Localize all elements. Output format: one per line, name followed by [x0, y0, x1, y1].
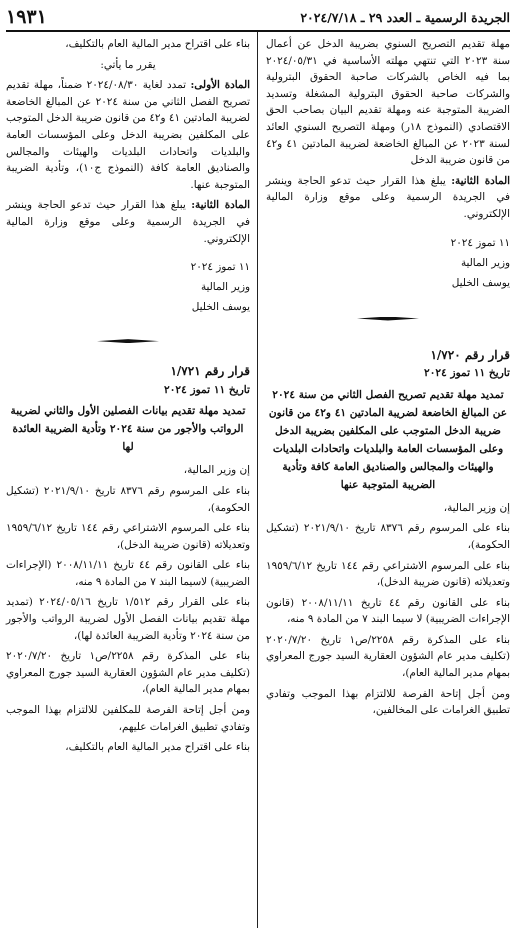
article-one-text: تمدد لغاية ٢٠٢٤/٠٨/٣٠ ضمناً، مهلة تقديم تصريح الفصل الثاني من سنة ٢٠٢٤ عن المبالغ الخاضعة لضريبة المادتين ٤١ و٤٢ من قانون ضريبة الدخل المتوجب على المكلفين بضريبة الدخل وعلى المؤسسات العامة والبلديات واتحادات البلديات والهيئات والمجالس والصناديق العامة كافة (النموذج ج١٠)، وتأدية الضريبة المتوجبة عنها.	[6, 79, 251, 191]
preamble-clause: بناء على المرسوم الاشتراعي رقم ١٤٤ تاريخ ١٩٥٩/٦/١٢ وتعديلاته (قانون ضريبة الدخل)،	[266, 559, 511, 589]
column-divider	[257, 32, 258, 928]
preamble-clause: ومن أجل إتاحة الفرصة للمكلفين للالتزام بهذا الموجب وتفادي تطبيق الغرامات عليهم،	[6, 704, 250, 733]
preamble-clause: بناء على المرسوم الاشتراعي رقم ١٤٤ تاريخ ١٩٥٩/٦/١٢ وتعديلاته (قانون ضريبة الدخل)،	[6, 522, 251, 551]
preamble-clause: بناء على المرسوم رقم ٨٣٧٦ تاريخ ٢٠٢١/٩/١٠ (تشكيل الحكومة)،	[266, 522, 511, 551]
preamble-minister: إن وزير المالية،	[443, 501, 510, 514]
signature-date: ١١ تموز ٢٠٢٤	[190, 261, 250, 274]
preamble-clause: بناء على القانون رقم ٤٤ تاريخ ٢٠٠٨/١١/١١ (الإجراءات الضريبية) لاسيما البند ٧ من المادة ٩ منه،	[6, 559, 250, 588]
article-two-label: المادة الثانية:	[451, 174, 511, 187]
decision-date: تاريخ ١١ تموز ٢٠٢٤	[164, 383, 250, 396]
signature-name: يوسف الخليل	[191, 301, 250, 314]
article-two	[6, 197, 250, 247]
article-two	[266, 173, 510, 223]
left-column	[6, 36, 250, 760]
journal-issue-line: الجريدة الرسمية ـ العدد ٢٩ ـ ٢٠٢٤/٧/١٨	[300, 9, 510, 25]
right-column	[266, 36, 510, 723]
decides-heading: يقرر ما يأتي:	[100, 58, 156, 71]
preamble-clause: بناء على اقتراح مدير المالية العام بالتكليف،	[65, 741, 250, 754]
article-two-text: يبلغ هذا القرار حيث تدعو الحاجة وينشر في الجريدة الرسمية وعلى موقع وزارة المالية الإلكتروني.	[266, 174, 510, 220]
preamble-clause: بناء على المذكرة رقم ٢٢٥٨/ص١ تاريخ ٢٠٢٠/٧/٢٠ (تكليف مدير عام الشؤون العقارية السيد جورج المعراوي بمهام مدير المالية العام)،	[266, 633, 510, 680]
decision-subject: تمديد مهلة تقديم بيانات الفصلين الأول والثاني لضريبة الرواتب والأجور من سنة ٢٠٢٤ وتأدية الضريبة العائدة لها	[10, 405, 246, 454]
preamble-clause: بناء على القرار رقم ١/٥١٢ تاريخ ٢٠٢٤/٠٥/١٦ (تمديد مهلة تقديم بيانات الفصل الأول لضريبة الرواتب والأجور من سنة ٢٠٢٤ وتأدية الضريبة العائدة لها)،	[6, 596, 251, 642]
continued-article-text: مهلة تقديم التصريح السنوي بضريبة الدخل عن أعمال سنة ٢٠٢٣ التي تنتهي مهلته الأساسية في ٢٠٢٤/٠٥/٣١ بما فيه الخاص بالشركات صاحبة الحقوق البترولية والشركات صاحبة الحقوق البترولية المشغلة وتسديد الضريبة المتوجبة عنه ومهلة تقديم البيان بصاحب الحق الاقتصادي (النموذج ١٨ر) ومهلة التصريح السنوي العائد لسنة ٢٠٢٣ عن المبالغ الخاضعة لضريبة المادتين ٤١ و٤٢ من قانون ضريبة الدخل	[266, 38, 510, 167]
preamble-clause: ومن أجل إتاحة الفرصة للالتزام بهذا الموجب وتفادي تطبيق الغرامات على المخالفين،	[266, 687, 510, 717]
preamble-clause: بناء على المرسوم رقم ٨٣٧٦ تاريخ ٢٠٢١/٩/١٠ (تشكيل الحكومة)،	[6, 484, 251, 514]
article-one	[6, 77, 250, 193]
preamble-clause: بناء على المذكرة رقم ٢٢٥٨/ص١ تاريخ ٢٠٢٠/٧/٢٠ (تكليف مدير عام الشؤون العقارية السيد جورج المعراوي بمهام مدير المالية العام)،	[6, 650, 250, 696]
signature-date: ١١ تموز ٢٠٢٤	[450, 236, 510, 249]
article-two-label: المادة الثانية:	[191, 199, 251, 212]
signature-name: يوسف الخليل	[451, 276, 510, 289]
decision-subject: تمديد مهلة تقديم تصريح الفصل الثاني من سنة ٢٠٢٤ عن المبالغ الخاضعة لضريبة المادتين ٤١ و٤٢ من قانون ضريبة الدخل المتوجب على المكلفين بضريبة الدخل وعلى المؤسسات العامة والبلديات واتحادات البلديات والهيئات والمجالس والصناديق العامة كافة وتأدية الضريبة المتوجبة عنها	[268, 388, 508, 491]
preamble-clause: بناء على اقتراح مدير المالية العام بالتكليف،	[65, 38, 250, 50]
signature-title: وزير المالية	[460, 256, 510, 269]
section-ornament	[266, 317, 510, 321]
section-ornament	[6, 339, 250, 343]
decision-title: قرار رقم ١/٧٢٠	[430, 347, 510, 362]
preamble-minister: إن وزير المالية،	[183, 464, 250, 477]
page-number: ١٩٣١	[6, 6, 47, 28]
page-header	[6, 4, 510, 32]
preamble-clause: بناء على القانون رقم ٤٤ تاريخ ٢٠٠٨/١١/١١ (قانون الإجراءات الضريبية) لا سيما البند ٧ من المادة ٩ منه،	[266, 596, 510, 626]
article-one-label: المادة الأولى:	[190, 79, 250, 92]
article-two-text: يبلغ هذا القرار حيث تدعو الحاجة وينشر في الجريدة الرسمية وعلى موقع وزارة المالية الإلكتروني.	[6, 199, 250, 245]
decision-date: تاريخ ١١ تموز ٢٠٢٤	[424, 367, 510, 380]
signature-title: وزير المالية	[200, 281, 250, 294]
decision-title: قرار رقم ١/٧٢١	[170, 364, 250, 379]
